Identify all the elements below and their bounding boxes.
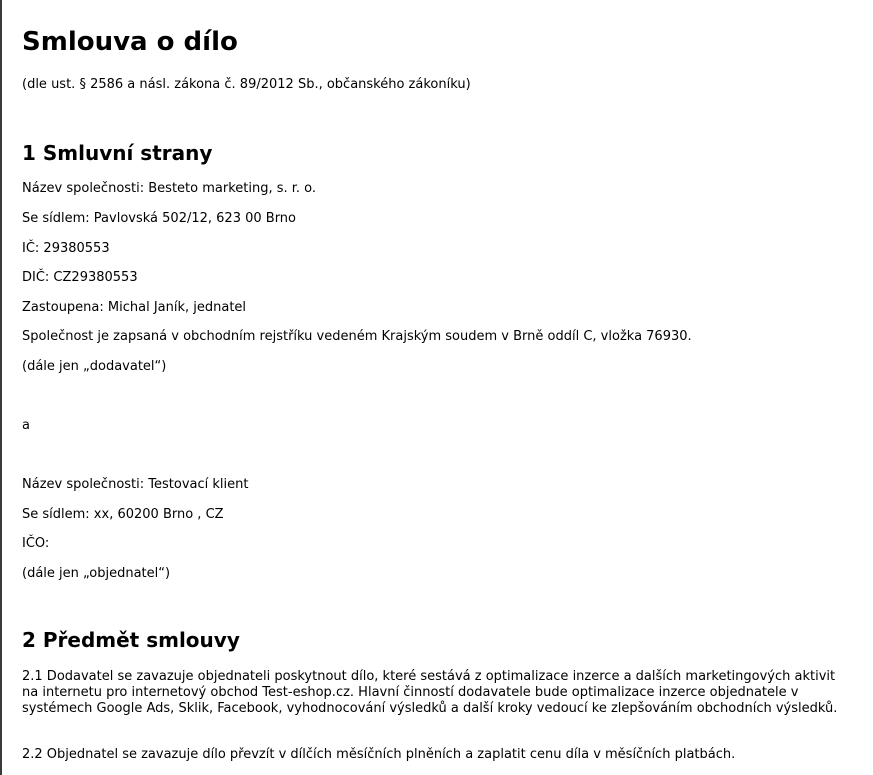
supplier-ic: IČ: 29380553 (22, 241, 110, 256)
section-2-heading: 2 Předmět smlouvy (22, 628, 240, 652)
supplier-dic: DIČ: CZ29380553 (22, 270, 138, 285)
client-ico: IČO: (22, 536, 50, 551)
client-company: Název společnosti: Testovací klient (22, 477, 249, 492)
clause-2-1: 2.1 Dodavatel se zavazuje objednateli poskytnout dílo, které sestává z optimalizace inzerce a dalších marketingových aktivit na internetu pro internetový obchod Test-eshop.cz. Hlavní činností dodavatele bude optimalizace inzerce objednatele v systémech Google Ads, Sklik, Facebook, vyhodnocování výsledků a další kroky vedoucí ke zlepšováním obchodních výsledků. (22, 669, 838, 716)
supplier-company: Název společnosti: Besteto marketing, s. r. o. (22, 181, 317, 196)
client-alias: (dále jen „objednatel“) (22, 566, 171, 581)
supplier-representative: Zastoupena: Michal Janík, jednatel (22, 300, 247, 315)
document-subtitle: (dle ust. § 2586 a násl. zákona č. 89/2012 Sb., občanského zákoníku) (22, 77, 471, 92)
supplier-registry: Společnost je zapsaná v obchodním rejstříku vedeném Krajským soudem v Brně oddíl C, vložka 76930. (22, 329, 692, 344)
supplier-alias: (dále jen „dodavatel“) (22, 359, 167, 374)
section-1-heading: 1 Smluvní strany (22, 141, 213, 165)
document-title: Smlouva o dílo (22, 27, 238, 57)
page-edge (0, 0, 2, 775)
parties-conjunction: a (22, 418, 30, 433)
clause-2-2: 2.2 Objednatel se zavazuje dílo převzít v dílčích měsíčních plněních a zaplatit cenu díla v měsíčních platbách. (22, 747, 736, 762)
client-address: Se sídlem: xx, 60200 Brno , CZ (22, 507, 224, 522)
supplier-address: Se sídlem: Pavlovská 502/12, 623 00 Brno (22, 211, 296, 226)
